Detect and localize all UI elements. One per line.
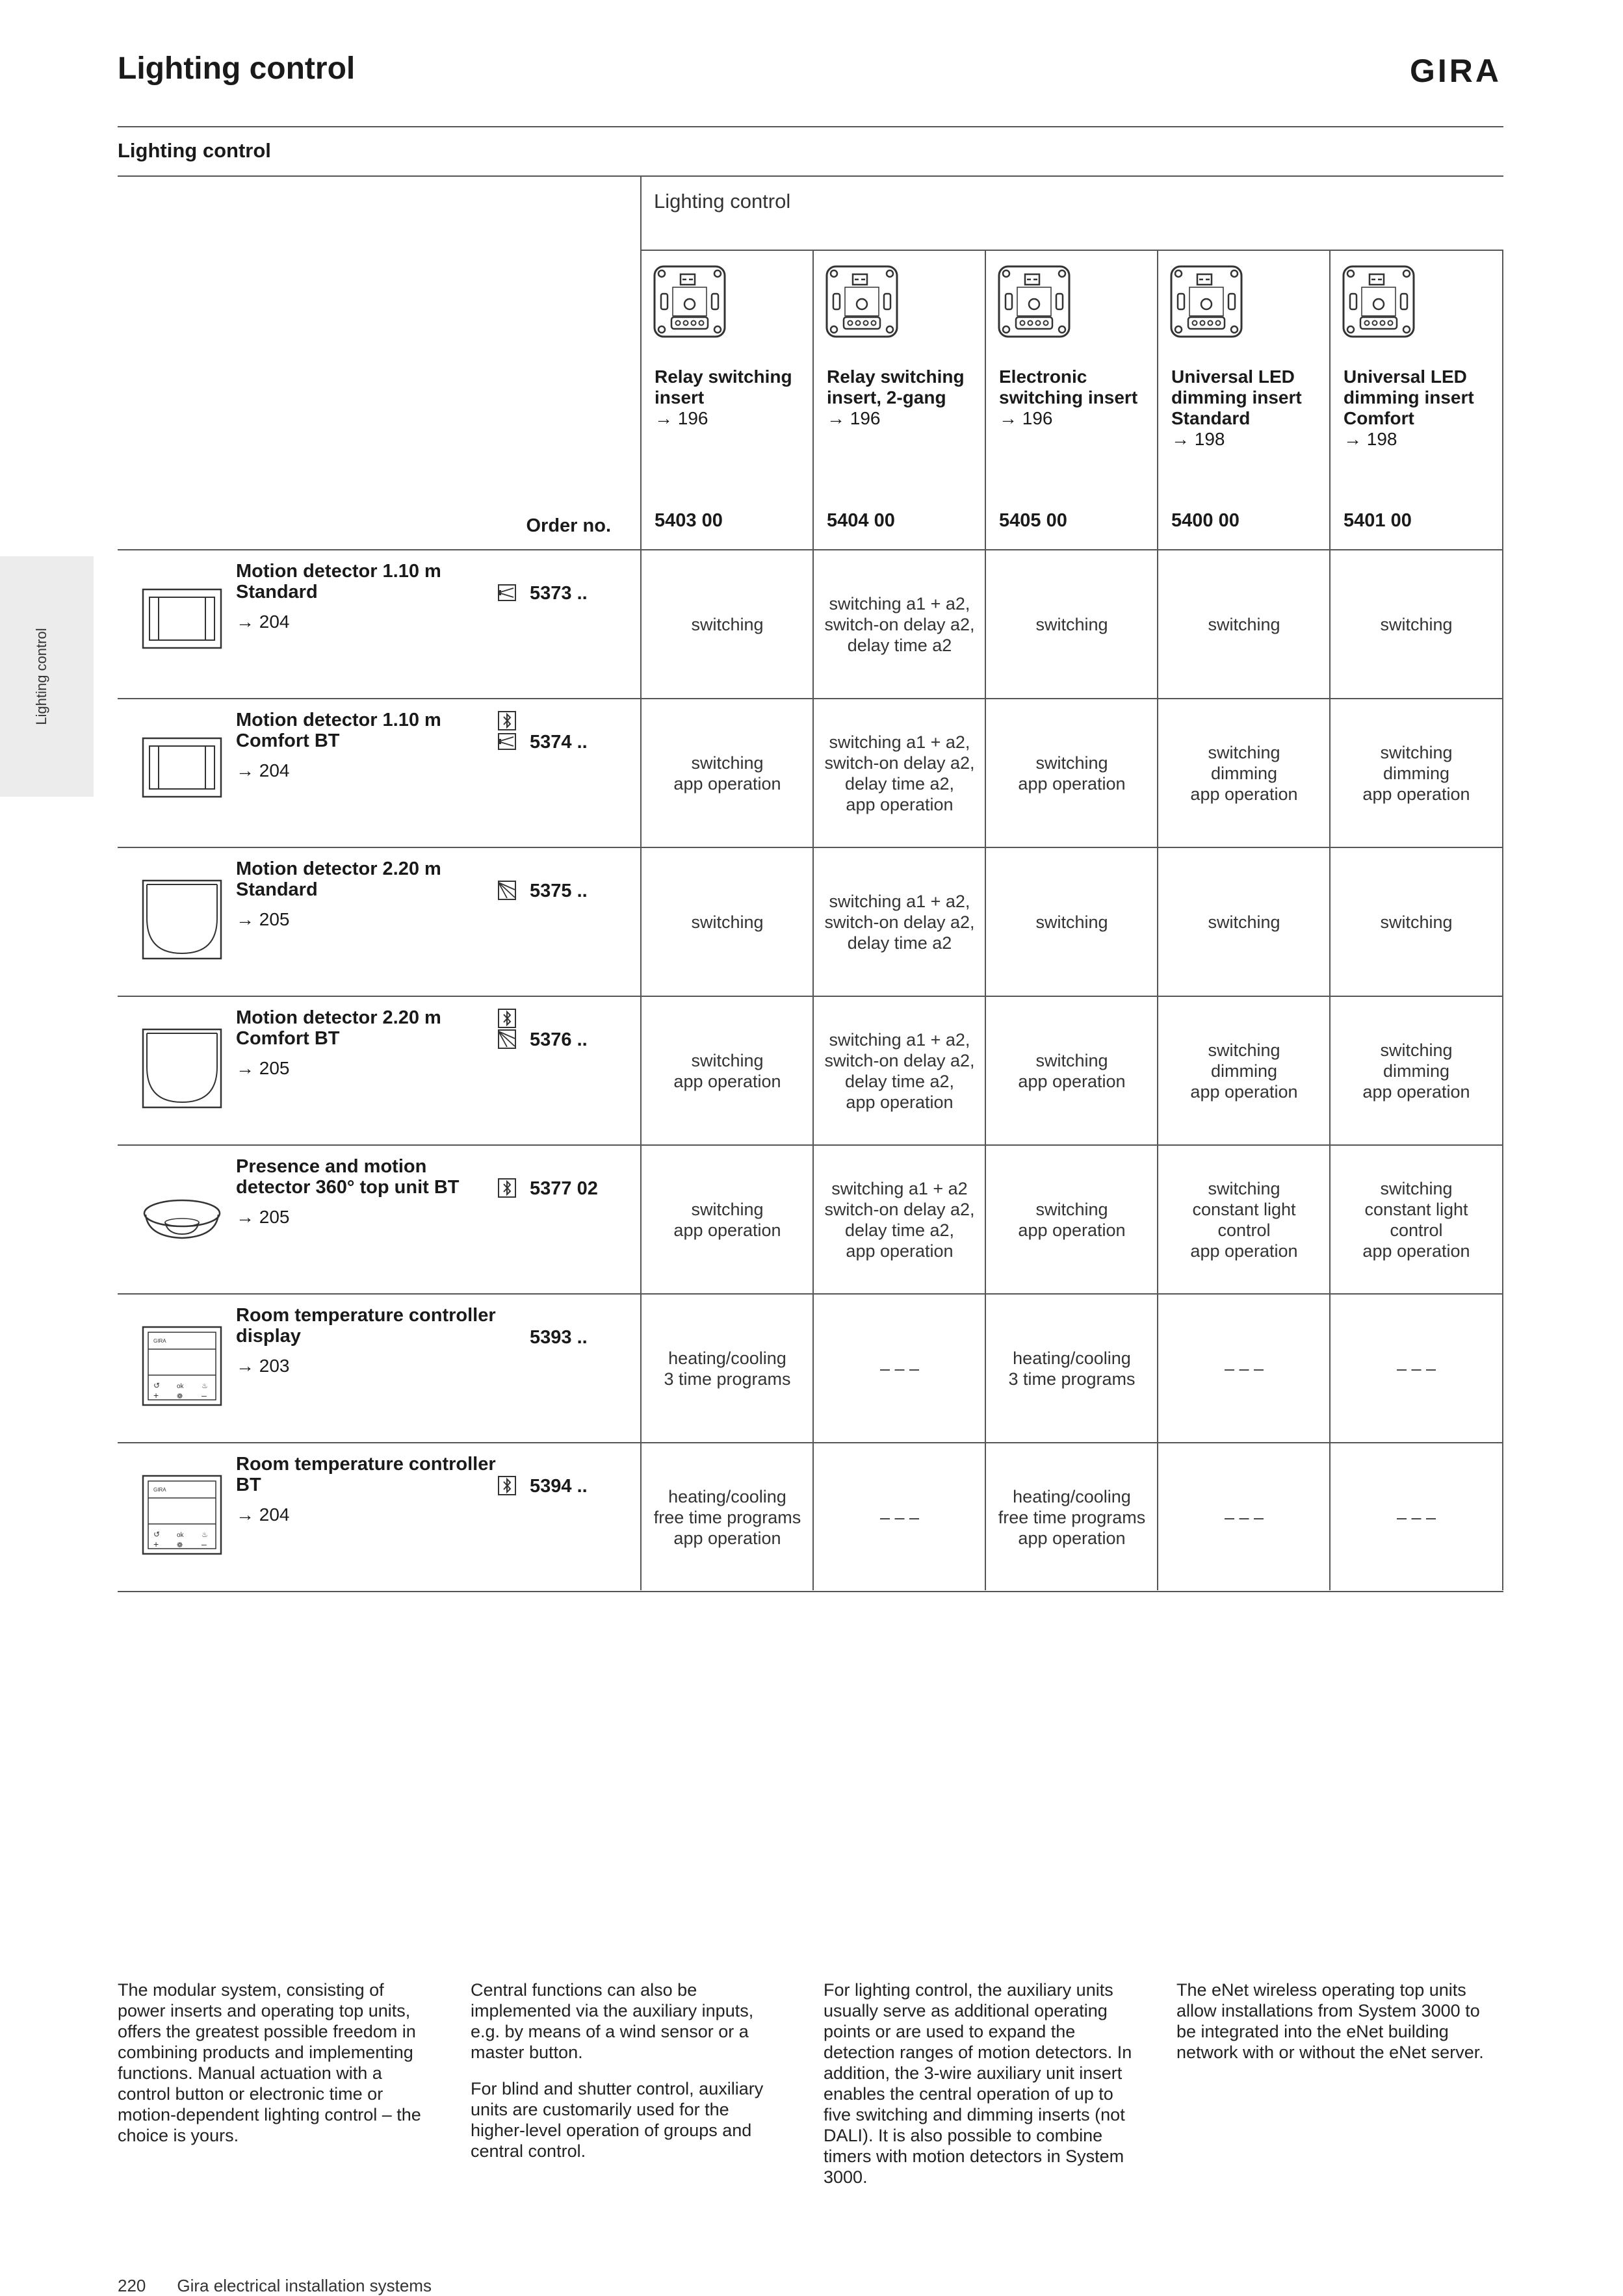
column-order-number: 5400 00 [1171, 510, 1240, 531]
svg-text:–: – [201, 1390, 207, 1400]
room-temperature-controller-icon [142, 1326, 222, 1410]
product-name: Room temperature controller display [236, 1305, 496, 1347]
bluetooth-symbol [498, 711, 516, 730]
svg-text:ok: ok [177, 1383, 184, 1390]
product-order-number: 5373 .. [530, 583, 588, 604]
column-order-number: 5401 00 [1344, 510, 1412, 531]
column-header [827, 367, 983, 429]
column-header [655, 367, 811, 429]
product-order-number: 5376 .. [530, 1029, 588, 1050]
insert-icon [998, 265, 1071, 338]
product-order-number: 5377 02 [530, 1178, 598, 1199]
compatibility-cell: switching constant light control app operation [1362, 1178, 1470, 1261]
product-name: Room temperature controller BT [236, 1454, 496, 1495]
column-name: Universal LED dimming insert Comfort [1344, 367, 1474, 428]
insert-icon [1342, 265, 1415, 338]
compatibility-cell: switching [691, 614, 764, 634]
motion-detector-110-icon [142, 737, 222, 801]
insert-icon [653, 265, 726, 338]
svg-text:GIRA: GIRA [153, 1487, 166, 1493]
footer-paragraph: For blind and shutter control, auxiliary units are customarily used for the higher-level operation of groups and central control. [471, 2079, 764, 2161]
svg-text:❁: ❁ [177, 1541, 183, 1549]
compatibility-cell: switching dimming app operation [1362, 1040, 1470, 1102]
svg-text:♨: ♨ [201, 1531, 208, 1539]
compatibility-cell: switching [1380, 614, 1453, 634]
compatibility-cell: – – – [1224, 1358, 1264, 1378]
presence-detector-icon [142, 1191, 222, 1246]
table-bottom-border [118, 1591, 1503, 1592]
compatibility-cell: switching app operation [673, 1199, 781, 1240]
order-no-label: Order no. [526, 515, 611, 536]
svg-text:♨: ♨ [201, 1382, 208, 1390]
compatibility-cell: – – – [879, 1358, 920, 1378]
footer-paragraph: The eNet wireless operating top units allow installations from System 3000 to be integrated into the eNet building network with or without the eNet server. [1176, 1980, 1484, 2062]
compatibility-cell: heating/cooling 3 time programs [1008, 1348, 1136, 1389]
footer-column [471, 1980, 783, 2177]
page-reference[interactable]: → 196 [655, 408, 708, 428]
subtitle-divider [118, 175, 1503, 177]
page-reference[interactable]: → 205 [236, 909, 290, 929]
compatibility-cell: switching app operation [1018, 753, 1126, 793]
column-name: Relay switching insert [655, 367, 792, 407]
page-reference[interactable]: → 204 [236, 612, 290, 632]
bluetooth-symbol [498, 1476, 516, 1495]
compatibility-cell: switching app operation [1018, 1050, 1126, 1091]
sensor-220-symbol [498, 1029, 516, 1049]
product-order-number: 5393 .. [530, 1327, 588, 1348]
page-reference[interactable]: → 196 [827, 408, 881, 428]
product-name: Motion detector 2.20 m Comfort BT [236, 1007, 441, 1049]
page-reference[interactable]: → 198 [1344, 429, 1397, 449]
footer-column [824, 1980, 1136, 2203]
page-number: 220 [118, 2276, 146, 2295]
product-order-number: 5375 .. [530, 881, 588, 901]
svg-text:↺: ↺ [153, 1530, 161, 1539]
page-reference[interactable]: → 205 [236, 1207, 290, 1227]
page-reference[interactable]: → 203 [236, 1356, 290, 1376]
gira-logo: GIRA [1410, 53, 1501, 89]
compatibility-cell: switching app operation [673, 1050, 781, 1091]
header-divider [118, 126, 1503, 127]
column-order-number: 5404 00 [827, 510, 895, 531]
compatibility-cell: switching a1 + a2 switch-on delay a2, delay time a2, app operation [824, 1178, 975, 1261]
compatibility-cell: switching a1 + a2, switch-on delay a2, delay time a2 [824, 891, 975, 953]
svg-text:❁: ❁ [177, 1393, 183, 1400]
compatibility-cell: – – – [1396, 1358, 1436, 1378]
sensor-110-symbol [498, 583, 516, 602]
page-footer [118, 2276, 463, 2296]
compatibility-cell: switching [1035, 614, 1108, 634]
column-order-number: 5405 00 [999, 510, 1067, 531]
compatibility-cell: switching dimming app operation [1190, 742, 1298, 804]
motion-detector-110-icon [142, 588, 222, 652]
compatibility-cell: switching a1 + a2, switch-on delay a2, delay time a2, app operation [824, 1029, 975, 1112]
product-order-number: 5374 .. [530, 732, 588, 753]
compatibility-cell: switching app operation [1018, 1199, 1126, 1240]
column-name: Relay switching insert, 2-gang [827, 367, 965, 407]
section-subtitle: Lighting control [118, 139, 271, 162]
compatibility-cell: – – – [1224, 1507, 1264, 1527]
svg-text:+: + [153, 1390, 159, 1400]
column-group-label: Lighting control [654, 190, 791, 213]
svg-text:+: + [153, 1539, 159, 1549]
compatibility-cell: – – – [1396, 1507, 1436, 1527]
compatibility-cell: switching [1380, 912, 1453, 932]
compatibility-cell: switching [691, 912, 764, 932]
side-tab-label: Lighting control [33, 628, 49, 725]
compatibility-cell: switching a1 + a2, switch-on delay a2, delay time a2 [824, 593, 975, 655]
product-name: Motion detector 2.20 m Standard [236, 858, 441, 900]
compatibility-cell: switching a1 + a2, switch-on delay a2, delay time a2, app operation [824, 732, 975, 814]
column-name: Electronic switching insert [999, 367, 1138, 407]
bluetooth-symbol [498, 1178, 516, 1198]
compatibility-cell: switching constant light control app operation [1190, 1178, 1298, 1261]
product-name: Motion detector 1.10 m Comfort BT [236, 710, 441, 751]
insert-icon [1170, 265, 1243, 338]
svg-text:↺: ↺ [153, 1381, 161, 1390]
compatibility-cell: switching [1208, 614, 1280, 634]
column-header [999, 367, 1155, 429]
compatibility-cell: heating/cooling free time programs app operation [998, 1486, 1146, 1548]
sensor-110-symbol [498, 732, 516, 751]
column-header [1344, 367, 1500, 450]
bluetooth-symbol [498, 1009, 516, 1028]
page-reference[interactable]: → 196 [999, 408, 1053, 428]
footer-paragraph: For lighting control, the auxiliary units usually serve as additional operating points or are used to expand the detection ranges of motion detectors. In addition, the 3-wire auxiliary unit insert enables the central operation of up to five switching and dimming inserts (not DALI). It is also possible to combine timers with motion detectors in System 3000. [824, 1980, 1132, 2187]
page-reference[interactable]: → 204 [236, 1504, 290, 1525]
product-name: Motion detector 1.10 m Standard [236, 561, 441, 602]
compatibility-cell: – – – [879, 1507, 920, 1527]
column-header [1171, 367, 1327, 450]
compatibility-cell: heating/cooling 3 time programs [664, 1348, 791, 1389]
insert-icon [825, 265, 898, 338]
sensor-220-symbol [498, 881, 516, 900]
motion-detector-220-icon [142, 879, 222, 963]
footer-column [1176, 1980, 1488, 2078]
compatibility-cell: heating/cooling free time programs app operation [653, 1486, 801, 1548]
column-order-number: 5403 00 [655, 510, 723, 531]
column-name: Universal LED dimming insert Standard [1171, 367, 1302, 428]
page-reference[interactable]: → 205 [236, 1058, 290, 1078]
product-order-number: 5394 .. [530, 1476, 588, 1497]
compatibility-cell: switching [1035, 912, 1108, 932]
svg-text:ok: ok [177, 1532, 184, 1539]
page-title: Lighting control [118, 51, 356, 86]
compatibility-cell: switching dimming app operation [1362, 742, 1470, 804]
footer-paragraph: Central functions can also be implemented via the auxiliary inputs, e.g. by means of a wind sensor or a master button. [471, 1980, 754, 2062]
svg-text:GIRA: GIRA [153, 1338, 166, 1344]
table-right-border [1502, 250, 1503, 1590]
group-header-divider [640, 250, 1503, 251]
footer-paragraph: The modular system, consisting of power inserts and operating top units, offers the greatest possible freedom in combining products and implementing functions. Manual actuation with a control button or electronic time or motion-dependent lighting control – the choice is yours. [118, 1980, 421, 2145]
compatibility-cell: switching app operation [673, 753, 781, 793]
compatibility-cell: switching dimming app operation [1190, 1040, 1298, 1102]
footer-column [118, 1980, 430, 2161]
page-reference[interactable]: → 198 [1171, 429, 1225, 449]
page-reference[interactable]: → 204 [236, 760, 290, 780]
room-temperature-controller-icon [142, 1475, 222, 1558]
publication-title: Gira electrical installation systems [177, 2276, 432, 2295]
product-name: Presence and motion detector 360° top unit BT [236, 1156, 460, 1198]
compatibility-cell: switching [1208, 912, 1280, 932]
svg-text:–: – [201, 1539, 207, 1549]
side-tab[interactable] [0, 556, 94, 797]
motion-detector-220-icon [142, 1028, 222, 1112]
